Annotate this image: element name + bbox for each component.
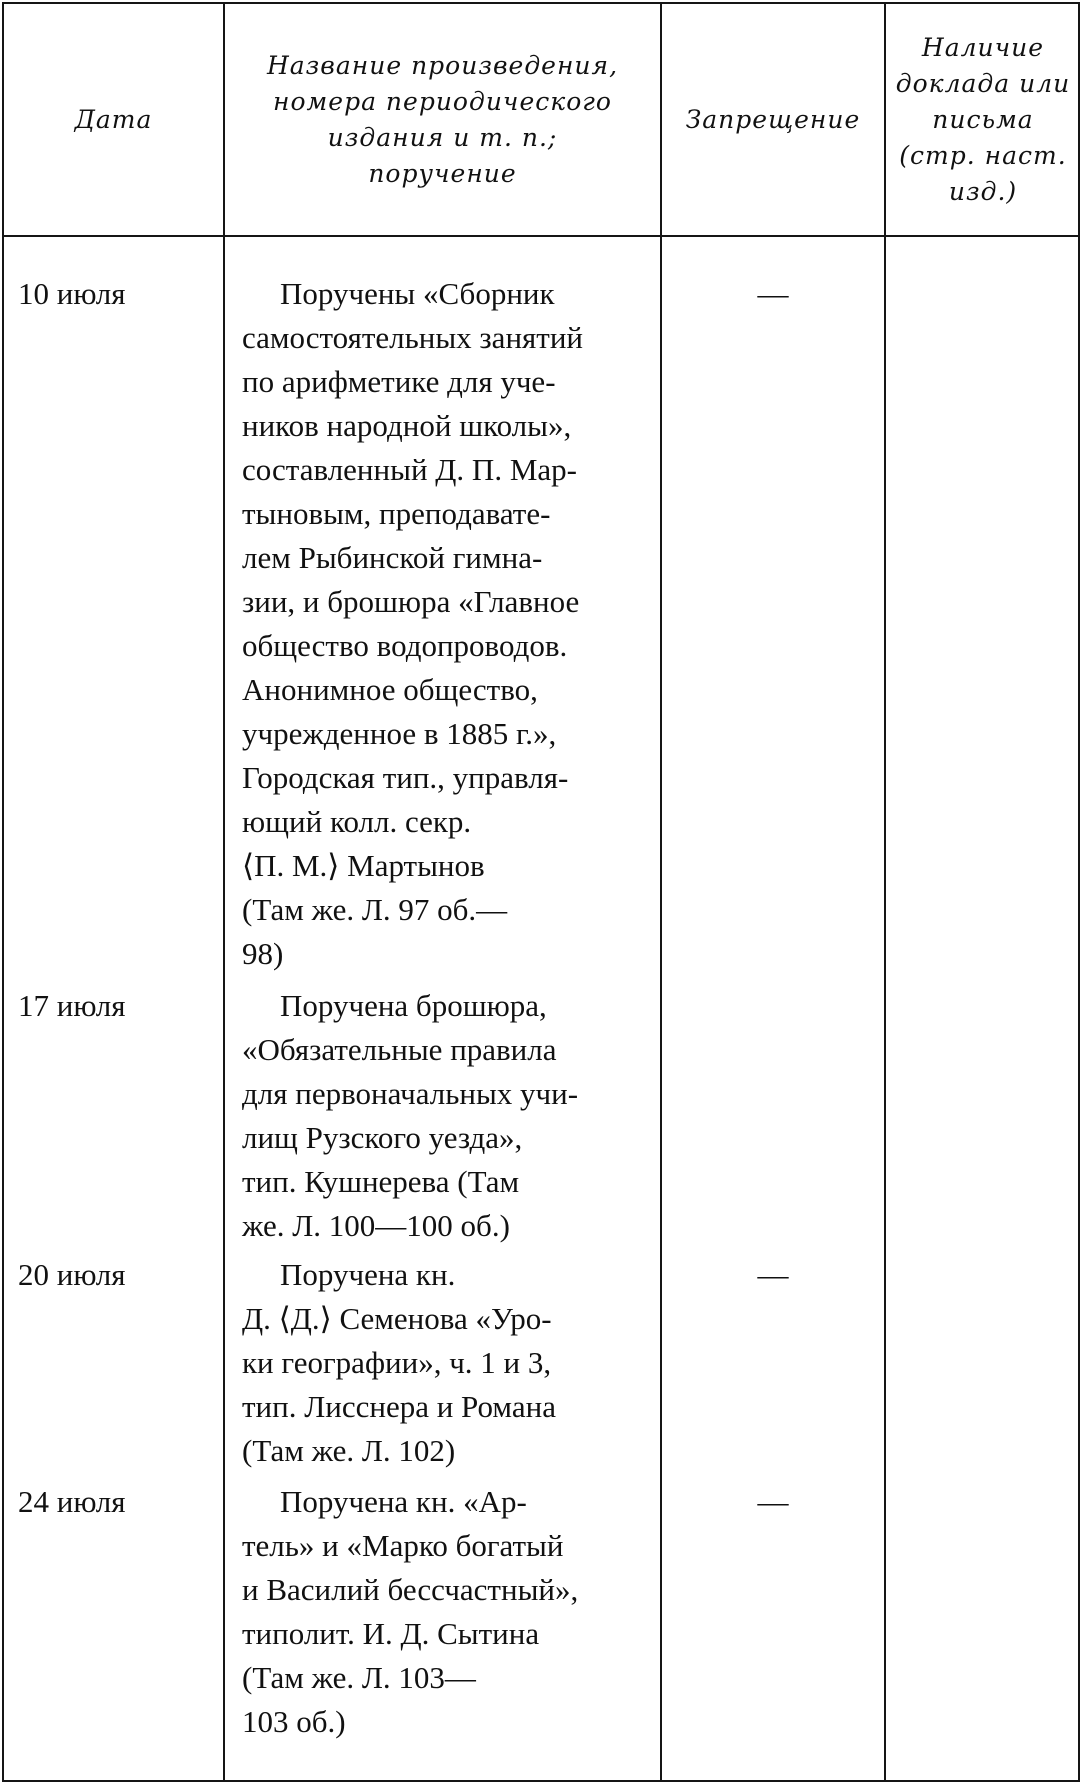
header-report-line: доклада или	[895, 68, 1071, 98]
entry-line: Анонимное общество,	[242, 672, 538, 707]
entry-line: самостоятельных занятий	[242, 320, 584, 355]
column-divider	[223, 2, 225, 1782]
header-ban	[662, 4, 884, 235]
header-date	[4, 4, 223, 235]
header-title-line: номера периодического	[273, 86, 612, 116]
entry-line: ющий колл. секр.	[242, 804, 472, 839]
entry-line: зии, и брошюра «Главное	[242, 584, 580, 619]
entry-line: общество водопроводов.	[242, 628, 568, 663]
header-ban-label: Запрещение	[685, 104, 861, 134]
entry-line: же. Л. 100—100 об.)	[242, 1208, 510, 1243]
entry-line: тип. Лисснера и Романа	[242, 1389, 556, 1424]
entry-line: тип. Кушнерева (Там	[242, 1164, 520, 1199]
header-divider	[2, 235, 1080, 237]
row-ban: —	[757, 276, 789, 311]
header-report-line: Наличие	[921, 32, 1045, 62]
entry-line: (Там же. Л. 103—	[242, 1660, 476, 1695]
row-date: 10 июля	[18, 276, 126, 311]
row-ban: —	[757, 1257, 789, 1292]
entry-line: 98)	[242, 936, 284, 971]
row-entry	[242, 272, 662, 976]
entry-line: (Там же. Л. 97 об.—	[242, 892, 508, 927]
row-entry	[242, 984, 662, 1248]
header-title-line: издания и т. п.;	[327, 122, 558, 152]
entry-line: Поручена кн. «Ар-	[280, 1484, 527, 1519]
header-report-line: изд.)	[948, 176, 1018, 206]
header-report-line: (стр. наст.	[899, 140, 1067, 170]
header-date-label: Дата	[74, 104, 153, 134]
row-ban: —	[757, 1484, 789, 1519]
entry-line: Поручены «Сборник	[280, 276, 555, 311]
entry-line: тель» и «Марко богатый	[242, 1528, 564, 1563]
row-date: 24 июля	[18, 1484, 126, 1519]
entry-line: типолит. И. Д. Сытина	[242, 1616, 540, 1651]
entry-line: лищ Рузского уезда»,	[242, 1120, 523, 1155]
entry-line: тыновым, преподавате-	[242, 496, 551, 531]
entry-line: лем Рыбинской гимна-	[242, 540, 543, 575]
header-title	[225, 4, 660, 235]
row-date: 20 июля	[18, 1257, 126, 1292]
entry-line: составленный Д. П. Мар-	[242, 452, 577, 487]
header-title-line: поручение	[368, 158, 517, 188]
row-entry	[242, 1480, 662, 1744]
entry-line: Поручена кн.	[280, 1257, 456, 1292]
entry-line: ки географии», ч. 1 и 3,	[242, 1345, 552, 1380]
entry-line: «Обязательные правила	[242, 1032, 557, 1067]
entry-line: для первоначальных учи-	[242, 1076, 579, 1111]
row-date: 17 июля	[18, 988, 126, 1023]
entry-line: учрежденное в 1885 г.»,	[242, 716, 557, 751]
header-report	[886, 4, 1080, 235]
entry-line: ⟨П. М.⟩ Мартынов	[242, 848, 485, 883]
row-entry	[242, 1253, 662, 1473]
header-report-line: письма	[932, 104, 1034, 134]
entry-line: Поручена брошюра,	[280, 988, 547, 1023]
entry-line: Городская тип., управля-	[242, 760, 569, 795]
column-divider	[884, 2, 886, 1782]
entry-line: по арифметике для уче-	[242, 364, 556, 399]
entry-line: 103 об.)	[242, 1704, 346, 1739]
entry-line: Д. ⟨Д.⟩ Семенова «Уро-	[242, 1301, 552, 1336]
entry-line: (Там же. Л. 102)	[242, 1433, 456, 1468]
entry-line: и Василий бессчастный»,	[242, 1572, 579, 1607]
entry-line: ников народной школы»,	[242, 408, 572, 443]
header-title-line: Название произведения,	[266, 50, 619, 80]
